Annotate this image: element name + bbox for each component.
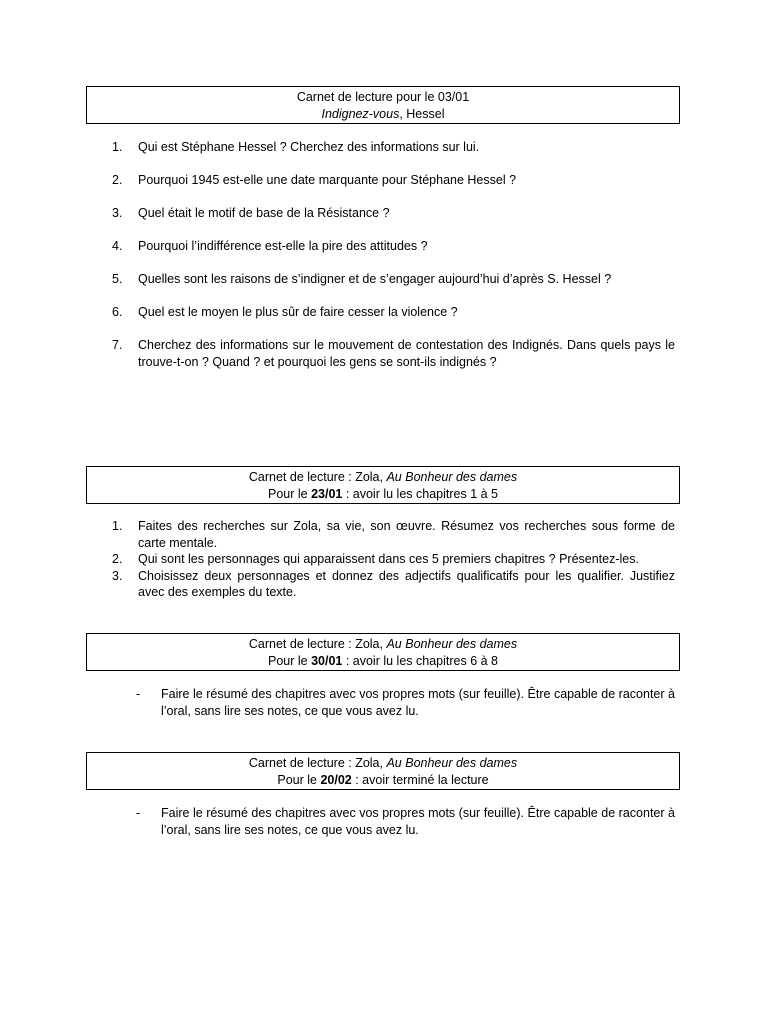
- list-item: 5. Quelles sont les raisons de s’indigner et de s’engager aujourd’hui d’après S. Hessel ?: [112, 272, 612, 286]
- header-box-zola-23-01: [86, 466, 680, 504]
- bullet-item: [136, 805, 675, 838]
- header-deadline: Pour le 23/01 : avoir lu les chapitres 1 à 5: [267, 486, 498, 501]
- dash-bullet: -: [136, 806, 141, 820]
- list-item: 3. Quel était le motif de base de la Résistance ?: [112, 206, 390, 220]
- zola-question-list: [112, 518, 675, 601]
- header-deadline: Pour le 30/01 : avoir lu les chapitres 6 à 8: [267, 653, 498, 668]
- list-item: 2. Qui sont les personnages qui apparaissent dans ces 5 premiers chapitres ? Présentez-les.: [112, 552, 639, 566]
- header-book: Indignez-vous, Hessel: [321, 106, 445, 121]
- list-item: 7. Cherchez des informations sur le mouvement de contestation des Indignés. Dans quels pays le trouve-t-on ? Quand ? et pourquoi les gens se sont-ils indignés ?: [112, 338, 675, 369]
- list-item: 1. Qui est Stéphane Hessel ? Cherchez des informations sur lui.: [112, 140, 480, 154]
- list-item: 2. Pourquoi 1945 est-elle une date marquante pour Stéphane Hessel ?: [112, 173, 517, 187]
- list-item: 3. Choisissez deux personnages et donnez des adjectifs qualificatifs pour les qualifier. Justifiez avec des exemples du texte.: [112, 568, 675, 599]
- header-title: Carnet de lecture : Zola, Au Bonheur des dames: [248, 756, 518, 770]
- hessel-question-list: [112, 139, 675, 387]
- bullet-text: Faire le résumé des chapitres avec vos propres mots (sur feuille). Être capable de raconter à l’oral, sans lire ses notes, ce que vous avez lu.: [161, 687, 675, 718]
- list-item: 6. Quel est le moyen le plus sûr de faire cesser la violence ?: [112, 305, 458, 319]
- list-item: 1. Faites des recherches sur Zola, sa vie, son œuvre. Résumez vos recherches sous forme de carte mentale.: [112, 519, 675, 550]
- header-title: Carnet de lecture : Zola, Au Bonheur des dames: [248, 470, 518, 484]
- header-deadline: Pour le 20/02 : avoir terminé la lecture: [277, 772, 489, 787]
- header-box-zola-30-01: [86, 633, 680, 671]
- dash-bullet: -: [136, 687, 141, 701]
- bullet-text: Faire le résumé des chapitres avec vos propres mots (sur feuille). Être capable de raconter à l’oral, sans lire ses notes, ce que vous avez lu.: [161, 806, 675, 837]
- header-title: Carnet de lecture : Zola, Au Bonheur des dames: [248, 637, 518, 651]
- list-item: 4. Pourquoi l’indifférence est-elle la pire des attitudes ?: [112, 239, 428, 253]
- bullet-item: [136, 686, 675, 719]
- header-box-hessel: [86, 86, 680, 124]
- header-box-zola-20-02: [86, 752, 680, 790]
- header-title: Carnet de lecture pour le 03/01: [296, 90, 470, 104]
